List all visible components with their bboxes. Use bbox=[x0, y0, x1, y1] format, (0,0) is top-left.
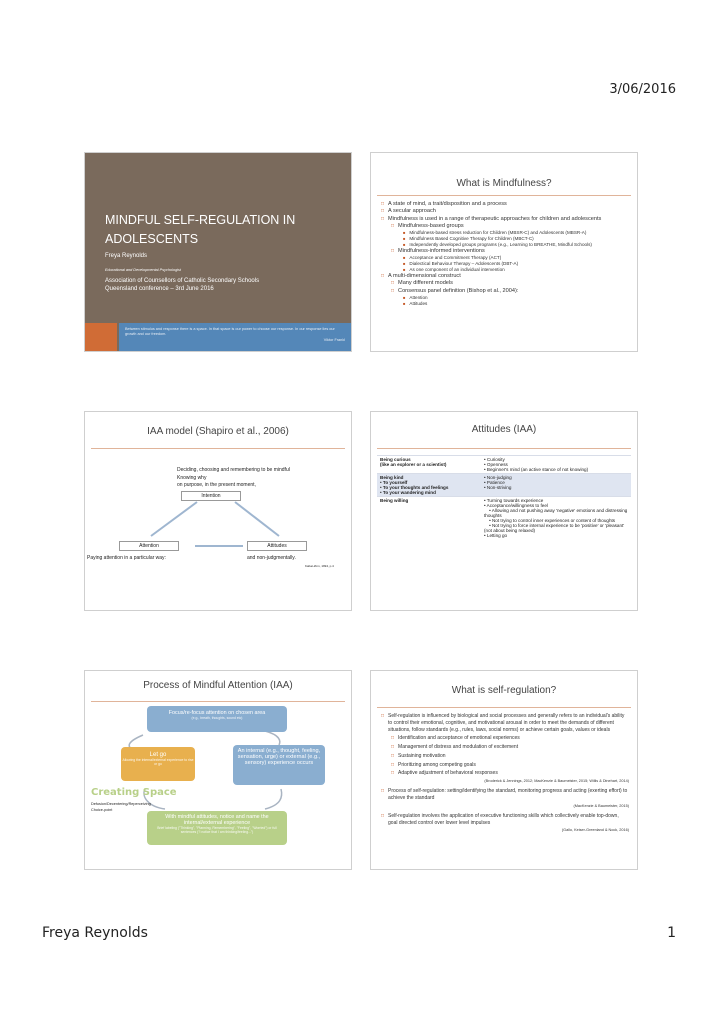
sub-list-item: □ Prioritizing among competing goals bbox=[381, 762, 629, 769]
quote-block bbox=[119, 323, 351, 352]
cell-line: Being willing bbox=[380, 498, 409, 503]
slide-heading: What is Mindfulness? bbox=[456, 178, 552, 189]
slide-heading: What is self-regulation? bbox=[451, 685, 557, 696]
bullet-item: ■ As one component of an individual intervention bbox=[381, 267, 631, 273]
notice-box bbox=[147, 811, 287, 845]
heading-divider bbox=[377, 195, 631, 196]
org-line-2: Queensland conference – 3rd June 2016 bbox=[105, 286, 214, 293]
citation-3: (Gallo, Keiser-Greenland & Nock, 2016) bbox=[561, 828, 629, 833]
description-cell bbox=[481, 497, 631, 540]
slide-heading: IAA model (Shapiro et al., 2006) bbox=[147, 426, 289, 437]
intention-desc-1: Deciding, choosing and remembering to be mindful bbox=[177, 467, 290, 473]
bullet-item: □ Consensus panel definition (Bishop et al., 2004): bbox=[381, 288, 631, 295]
arrow-focus-internal bbox=[265, 731, 280, 745]
paragraph-1-text: □ Self-regulation is influenced by biological and social processes and generally refers to an individual's ability to control their emotional, cognitive, and motivational arousal in order to meet the demands of different situations, follow standards (e.g., rules, laws, social norms) or achieve certain goals, values or ideals bbox=[388, 713, 625, 733]
cell-line: • Curiosity bbox=[484, 457, 505, 462]
notice-title: With mindful attitudes, notice and name the internal/external experience bbox=[165, 814, 269, 826]
choice-point-label: Choice-point bbox=[91, 808, 113, 812]
slide-heading: Process of Mindful Attention (IAA) bbox=[143, 680, 293, 691]
iaa-arrows bbox=[85, 412, 352, 611]
attention-box: Attention bbox=[119, 541, 179, 551]
header-date: 3/06/2016 bbox=[609, 82, 676, 97]
bullet-item: □ Mindfulness-based groups bbox=[381, 223, 631, 230]
cell-line: • Beginner's mind (an active stance of not knowing) bbox=[484, 467, 589, 472]
heading-divider bbox=[377, 448, 631, 449]
presentation-title bbox=[105, 211, 295, 249]
table-row bbox=[377, 474, 631, 497]
quote-author: Viktor Frankl bbox=[323, 337, 345, 342]
table-row bbox=[377, 456, 631, 474]
paragraph-3-text: □ Self-regulation involves the application of executive functioning skills which collectively enable top-down, goal directed control over lower level impulses bbox=[388, 812, 619, 826]
bullet-item: □ A multi-dimensional construct bbox=[381, 273, 631, 280]
bullet-item: ■ Dialectical Behaviour Therapy – Adolescents (DBT-A) bbox=[381, 261, 631, 267]
attitude-cell bbox=[377, 474, 481, 497]
cell-line: • Acceptance/willingness to feel bbox=[484, 503, 548, 508]
citation-1: (Broderick & Jennings, 2012; MacKenzie & Baumeister, 2015; Willis & Dinehart, 2014) bbox=[484, 779, 629, 783]
paragraph-2-text: □ Process of self-regulation: setting/identifying the standard, monitoring progress and acting (exerting effort) to achieve the standard bbox=[388, 788, 628, 801]
slide-mindfulness bbox=[370, 152, 638, 352]
slide-mindful-attention bbox=[84, 670, 352, 870]
slide-iaa-model bbox=[84, 411, 352, 611]
footer-page-number: 1 bbox=[667, 925, 676, 941]
bullet-item: □ Mindfulness-informed interventions bbox=[381, 248, 631, 255]
presenter-name: Freya Reynolds bbox=[105, 253, 148, 259]
sub-list-item: □ Management of distress and modulation of excitement bbox=[381, 744, 629, 751]
footer-author: Freya Reynolds bbox=[42, 925, 148, 941]
sub-list-item: □ Adaptive adjustment of behavioral responses bbox=[381, 770, 629, 777]
attitude-cell bbox=[377, 497, 481, 540]
slide-title bbox=[84, 152, 352, 352]
bullet-item: □ Many different models bbox=[381, 280, 631, 287]
cell-line: • To your thoughts and feelings bbox=[380, 485, 449, 490]
cell-line: • To your wandering mind bbox=[380, 490, 436, 495]
letgo-sub: Allowing the internal/external experience to rise or go bbox=[122, 758, 194, 766]
title-line-1: MINDFUL SELF-REGULATION IN bbox=[105, 213, 296, 227]
bullet-item: □ A state of mind, a trait/disposition and a process bbox=[381, 201, 631, 208]
sub-list-item: □ Sustaining motivation bbox=[381, 753, 629, 760]
arrow-intention-attitudes bbox=[235, 502, 279, 536]
bullet-item: □ Mindfulness is used in a range of therapeutic approaches for children and adolescents bbox=[381, 216, 631, 223]
title-line-2: ADOLESCENTS bbox=[105, 231, 199, 246]
cell-line: Being curious bbox=[380, 457, 411, 462]
cell-line: • To yourself bbox=[380, 480, 408, 485]
quote-text: Between stimulus and response there is a space. In that space is our power to choose our response. In our response lies our growth and our freedom. bbox=[125, 327, 335, 337]
presenter-role: Educational and Developmental Psychologist bbox=[105, 268, 181, 272]
cell-line: • Letting go bbox=[484, 533, 508, 538]
internal-experience-box: An internal (e.g., thought, feeling, sensation, urge) or external (e.g., sensory) experience occurs bbox=[233, 745, 325, 785]
creating-space-label: Creating Space bbox=[91, 787, 177, 798]
description-cell bbox=[481, 456, 631, 474]
bullet-item: ■ Independently developed groups programs (e.g., Learning to BREATHE, Mindful Schools) bbox=[381, 242, 631, 248]
cell-line: • Non-judging bbox=[484, 475, 512, 480]
self-regulation-body bbox=[381, 713, 629, 837]
bullet-item: ■ Acceptance and Commitment Therapy (ACT) bbox=[381, 255, 631, 261]
focus-title: Focus/re-focus attention on chosen area bbox=[168, 710, 266, 716]
table-row bbox=[377, 497, 631, 540]
attitudes-box: Attitudes bbox=[247, 541, 307, 551]
bullet-list bbox=[381, 201, 631, 307]
org-line-1: Association of Counsellors of Catholic Secondary Schools bbox=[105, 278, 260, 284]
slide-self-regulation bbox=[370, 670, 638, 870]
cell-line: • Not trying to control inner experiences or content of thoughts bbox=[484, 518, 616, 523]
bullet-item: □ A secular approach bbox=[381, 208, 631, 215]
arrow-intention-attention bbox=[151, 502, 197, 536]
arrow-internal-notice bbox=[265, 789, 282, 809]
cell-line: • Turning towards experience bbox=[484, 498, 544, 503]
slide-background bbox=[85, 153, 351, 351]
letgo-box bbox=[121, 747, 195, 781]
citation-2: (MacKenzie & Baumeister, 2015) bbox=[573, 803, 629, 808]
attitudes-desc: and non-judgmentally. bbox=[247, 555, 296, 561]
intention-desc-3: on purpose, in the present moment, bbox=[177, 482, 256, 488]
focus-sub: (e.g., breath, thoughts, sound etc) bbox=[191, 716, 243, 720]
conference-info bbox=[105, 277, 259, 294]
notice-sub: Brief labeling ("Thinking", "Planning, Remembering", "Feeling", "Worried") or full sentences ("I notice that I am thinking/feeling...") bbox=[157, 826, 277, 834]
citation: Kabat-Zinn, 1994, p.4 bbox=[305, 564, 334, 568]
paragraph-2 bbox=[381, 788, 629, 802]
sub-list-item: □ Identification and acceptance of emotional experiences bbox=[381, 735, 629, 742]
heading-divider bbox=[377, 707, 631, 708]
bullet-item: ■ Attitudes bbox=[381, 301, 631, 307]
focus-box bbox=[147, 706, 287, 732]
bullet-item: ■ Attention bbox=[381, 295, 631, 301]
cell-line: • Not trying to force internal experience to be 'positive' or 'pleasant' (not about being relaxed) bbox=[484, 523, 626, 533]
defusion-label: Defusion/Decentering/Reperceiving bbox=[91, 802, 151, 806]
attitudes-table bbox=[377, 455, 631, 539]
cell-line: • Patience bbox=[484, 480, 505, 485]
accent-block bbox=[85, 323, 117, 352]
intention-desc-2: Knowing why bbox=[177, 475, 207, 481]
bullet-item: ■ Mindfulness Based Cognitive Therapy for Children (MBCT-C) bbox=[381, 236, 631, 242]
description-cell bbox=[481, 474, 631, 497]
cell-line: • Allowing and not pushing away 'negative' emotions and distressing thoughts bbox=[484, 508, 629, 518]
intention-box: Intention bbox=[181, 491, 241, 501]
cell-line: • Openness bbox=[484, 462, 508, 467]
attitude-cell bbox=[377, 456, 481, 474]
letgo-title: Let go bbox=[149, 752, 167, 758]
slide-heading: Attitudes (IAA) bbox=[471, 424, 537, 435]
attention-desc: Paying attention in a particular way: bbox=[87, 555, 166, 561]
paragraph-3 bbox=[381, 813, 629, 827]
cell-line: (like an explorer or a scientist) bbox=[380, 462, 447, 467]
slide-attitudes bbox=[370, 411, 638, 611]
bullet-item: ■ Mindfulness-based stress reduction for Children (MBSR-C) and Adolescents (MBSR-A) bbox=[381, 230, 631, 236]
cell-line: • Non-striving bbox=[484, 485, 512, 490]
paragraph-1 bbox=[381, 713, 629, 733]
cell-line: Being kind bbox=[380, 475, 404, 480]
sub-list bbox=[381, 735, 629, 777]
